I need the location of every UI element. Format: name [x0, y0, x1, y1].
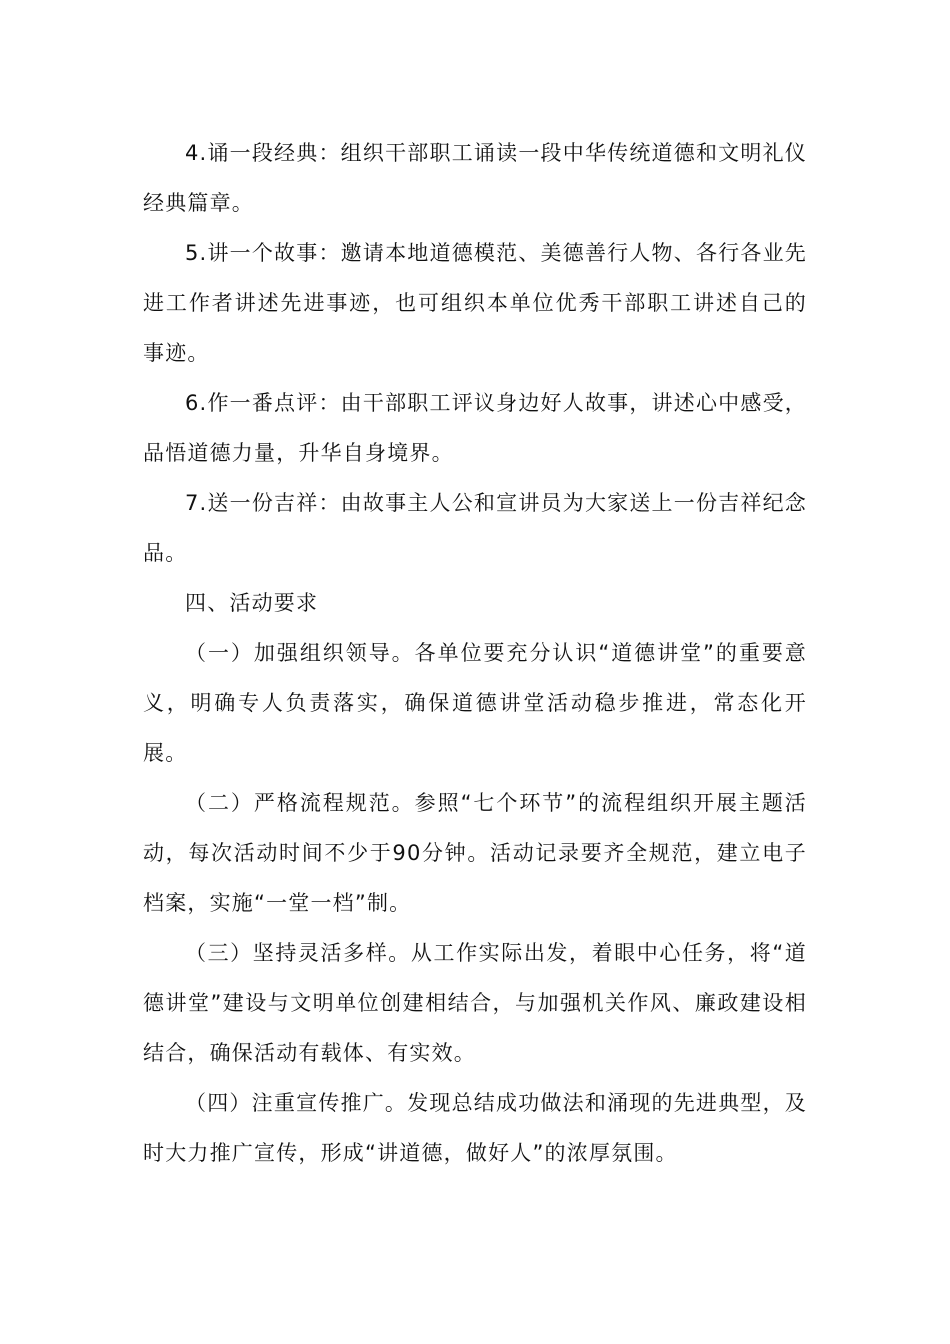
paragraph-commentary: 6.作一番点评：由干部职工评议身边好人故事，讲述心中感受，品悟道德力量，升华自身境界。 [143, 391, 807, 465]
section-heading-requirements: 四、活动要求 [185, 591, 319, 615]
paragraph-requirement-4: （四）注重宣传推广。发现总结成功做法和涌现的先进典型，及时大力推广宣传，形成“讲道德，做好人”的浓厚氛围。 [143, 1091, 807, 1165]
paragraph-send-gift: 7.送一份吉祥：由故事主人公和宣讲员为大家送上一份吉祥纪念品。 [143, 491, 807, 565]
paragraph-recite-classics: 4.诵一段经典：组织干部职工诵读一段中华传统道德和文明礼仪经典篇章。 [143, 141, 807, 215]
paragraph-requirement-3: （三）坚持灵活多样。从工作实际出发，着眼中心任务，将“道德讲堂”建设与文明单位创建相结合，与加强机关作风、廉政建设相结合，确保活动有载体、有实效。 [143, 941, 807, 1065]
document-body [143, 128, 807, 1178]
paragraph-tell-story: 5.讲一个故事：邀请本地道德模范、美德善行人物、各行各业先进工作者讲述先进事迹，也可组织本单位优秀干部职工讲述自己的事迹。 [143, 241, 807, 365]
paragraph-requirement-2: （二）严格流程规范。参照“七个环节”的流程组织开展主题活动，每次活动时间不少于90分钟。活动记录要齐全规范，建立电子档案，实施“一堂一档”制。 [143, 791, 807, 915]
paragraph-requirement-1: （一）加强组织领导。各单位要充分认识“道德讲堂”的重要意义，明确专人负责落实，确保道德讲堂活动稳步推进，常态化开展。 [143, 641, 807, 765]
